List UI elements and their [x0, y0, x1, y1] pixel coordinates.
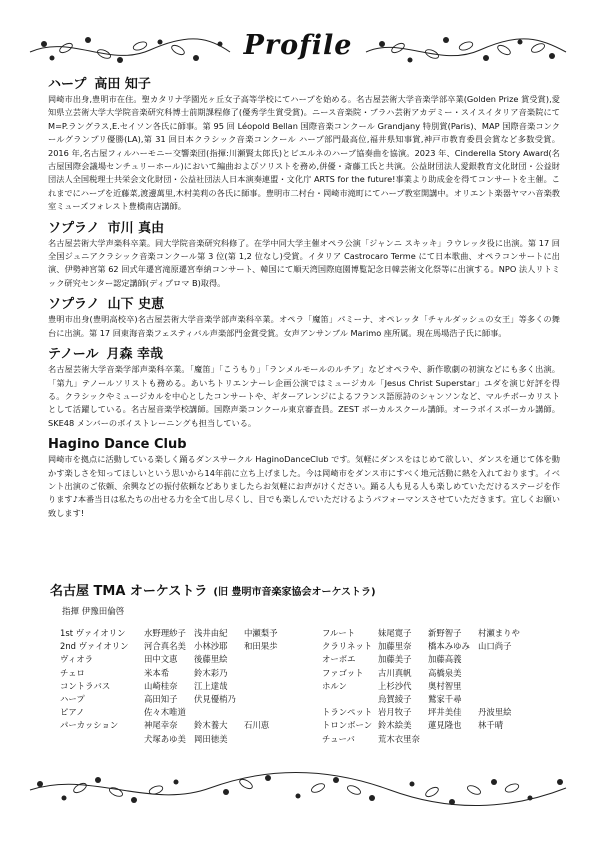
roster-row — [322, 693, 528, 706]
player-name: 河合真名美 — [144, 641, 186, 652]
player-name — [478, 653, 528, 666]
profile-heading: Hagino Dance Club — [48, 437, 187, 453]
instrument-part: 2nd ヴァイオリン — [60, 641, 129, 652]
player-name — [244, 653, 294, 666]
roster-row — [322, 706, 528, 719]
profile-text: 名古屋芸術大学音楽学部声楽科卒業。「魔笛」「こうもり」「ランメルモールのルチア」などオペラや、新作歌劇の初演などにも多く出演。「第九」テノールソリストも務める。あいちトリエンナーレ企画公演ではミュージカル「Jesus Christ Superstar」ユダを演じ好評を得る。クラシックやミュージカルを中心としたコンサートや、ギターアレンジによるフランス語原詩のシャンソンなど、マルチボーカリストとして活躍している。名古屋音楽学校講師。国際声楽コンクール東京審査員。ZEST ボーカルスクール講師。オーラボイスボーカル講師。SKE48 メンバーのボイストレーニングも担当している。 — [48, 364, 560, 428]
player-name: 新野智子 — [428, 628, 462, 638]
player-name: 蓮見隆也 — [428, 720, 462, 731]
player-name: 山崎桂奈 — [144, 680, 178, 691]
profile-heading: ソプラノ 市川 真由 — [48, 220, 165, 236]
player-name — [478, 693, 528, 706]
player-name: 加藤高義 — [428, 654, 462, 665]
roster-row — [322, 627, 528, 640]
roster-row — [60, 680, 294, 693]
instrument-part: チェロ — [60, 667, 85, 678]
player-name: 林千晴 — [478, 720, 504, 731]
player-name — [478, 667, 528, 680]
roster-row — [322, 719, 528, 732]
roster-row — [60, 667, 294, 680]
page-title: Profile — [243, 30, 353, 61]
player-name: 山口尚子 — [478, 641, 512, 652]
instrument-part: パーカッション — [60, 720, 119, 731]
instrument-part: ホルン — [322, 680, 347, 691]
player-name — [478, 680, 528, 693]
profile-text: 豊明市出身(豊明高校卒)名古屋芸術大学音楽学部声楽科卒業。オペラ「魔笛」パミーナ、オペレッタ「チャルダッシュの女王」等多くの舞台に出演。第 17 回東海音楽フェスティバル声楽部門金賞受賞。女声アンサンブル Marimo 座所属。現在馬場浩子氏に師事。 — [48, 314, 560, 338]
roster-row — [60, 719, 294, 732]
player-name: 妹尾寛子 — [378, 628, 412, 638]
conductor-line: 指揮 伊豫田倫啓 — [62, 607, 125, 617]
player-name: 岩月牧子 — [378, 707, 412, 718]
player-name: 岡田徳美 — [194, 733, 228, 744]
player-name — [244, 680, 294, 693]
player-name: 浅井由紀 — [194, 628, 228, 638]
profile-heading: テノール 月森 幸哉 — [48, 347, 163, 363]
player-name: 神尾幸奈 — [144, 720, 178, 731]
instrument-part — [60, 733, 144, 746]
roster-row — [60, 653, 294, 666]
player-name: 奥村智里 — [428, 680, 462, 691]
player-name: 橋本みゆみ — [428, 641, 470, 652]
roster-row — [322, 640, 528, 653]
instrument-part — [322, 693, 378, 706]
instrument-part: ヴィオラ — [60, 654, 93, 665]
instrument-part: 1st ヴァイオリン — [60, 628, 126, 638]
player-name: 鷲家千尋 — [428, 693, 462, 704]
instrument-part: フルート — [322, 628, 356, 638]
roster-winds — [322, 627, 528, 746]
player-name: 加藤里奈 — [378, 641, 412, 652]
player-name: 坪井美佳 — [428, 707, 462, 718]
player-name: 高橋泉美 — [428, 667, 462, 678]
player-name: 田中文恵 — [144, 654, 178, 665]
player-name: 加藤美子 — [378, 654, 412, 665]
player-name — [194, 706, 244, 719]
instrument-part: クラリネット — [322, 641, 373, 652]
player-name: 後藤里絵 — [194, 654, 228, 665]
roster-row — [322, 667, 528, 680]
roster-row — [60, 693, 294, 706]
player-name: 荒木衣里奈 — [378, 733, 420, 744]
roster-row — [60, 640, 294, 653]
profile-heading: ハープ 高田 知子 — [48, 77, 151, 92]
roster-row — [60, 627, 294, 640]
player-name: 水野理紗子 — [144, 628, 186, 638]
instrument-part: コントラバス — [60, 680, 111, 691]
profile-heading: ソプラノ 山下 史恵 — [48, 297, 165, 313]
instrument-part: チューバ — [322, 733, 355, 744]
player-name: 江上達哉 — [194, 680, 228, 691]
player-name — [244, 733, 294, 746]
player-name — [478, 733, 528, 746]
player-name: 伏見優梢乃 — [194, 693, 236, 704]
instrument-part: オーボエ — [322, 654, 356, 665]
player-name: 小林沙耶 — [194, 641, 228, 652]
orchestra-heading: 名古屋 TMA オーケストラ (旧 豊明市音楽家協会オーケストラ) — [50, 584, 376, 599]
roster-row — [60, 706, 294, 719]
player-name: 米本希 — [144, 667, 170, 678]
player-name: 丹波里絵 — [478, 707, 512, 718]
player-name: 烏賀綾子 — [378, 693, 412, 704]
instrument-part: トロンボーン — [322, 720, 373, 731]
player-name: 鈴木彩乃 — [194, 667, 228, 678]
instrument-part: ピアノ — [60, 707, 85, 718]
roster-row — [322, 733, 528, 746]
player-name: 上杉沙代 — [378, 680, 412, 691]
roster-strings — [60, 627, 294, 746]
instrument-part: ハープ — [60, 693, 85, 704]
player-name: 鈴木絵美 — [378, 720, 412, 731]
player-name: 石川恵 — [244, 720, 270, 731]
player-name — [244, 693, 294, 706]
vine-ornament-bottom-icon — [0, 762, 596, 818]
player-name: 犬塚あゆ美 — [144, 733, 186, 744]
roster-row — [322, 653, 528, 666]
player-name: 古川真帆 — [378, 667, 412, 678]
instrument-part: ファゴット — [322, 667, 364, 678]
roster-row — [60, 733, 294, 746]
player-name — [428, 733, 478, 746]
profile-text: 名古屋芸術大学声楽科卒業。同大学院音楽研究科修了。在学中同大学主催オペラ公演「ジャンニ スキッキ」ラウレッタ役に出演。第 17 回全国ジュニアクラシック音楽コンクール第 3 位(第 1,2 位なし)受賞。イタリア Castrocaro Terme にて日本歌曲、オペラコンサートに出演、伊勢神宮第 62 回式年遷宮滝原遷宮奉納コンサート、韓国にて順天湾国際庭園博覧記念日韓芸術文化祭等に出演する。NPO 法人リトミック研究センター認定講師(ディプロマ B)取得。 — [48, 237, 560, 288]
player-name: 佐々木唯道 — [144, 707, 186, 718]
profiles — [48, 76, 560, 526]
player-name: 高田知子 — [144, 693, 178, 704]
roster-row — [322, 680, 528, 693]
player-name: 村瀬まりや — [478, 628, 520, 638]
profile-text: 岡崎市出身,豊明市在住。聖カタリナ学園光ヶ丘女子高等学校にてハープを始める。名古屋芸術大学音楽学部卒業(Golden Prize 賞受賞),愛知県立芸術大学大学院音楽研究科博士前期課程修了(優秀学生賞受賞)。ニース音楽院・ブラハ芸術アカデミー・スイスイタリア音楽院にて M=P.ラングラス,E.セイソン各氏に師事。第 95 回 Léopold Bellan 国際音楽コンクール Grandjany 特別賞(Paris)、MAP 国際音楽コンクールグランプリ優勝(LA),第 31 回日本クラシック音楽コンクール ハープ部門最高位,福井県知事賞,神戸市教育委員会賞など多数受賞。2016 年,名古屋フィルハーモニー交響楽団(指揮:川瀬賢太郎氏)とビエルネのハープ協奏曲を協演。2023 年、Cinderella Story Award(名古屋国際会議場センチュリーホール)において編曲およびソリストを務め,併優・斎藤工氏と共演。公益財団法人愛銀教育文化財団・公益財団法人全国税理士共栄会文化財団・公益社団法人日本演奏連盟・文化庁 ARTS for the future!事業より助成金を得てコンサートを主催。これまでにハープを近藤菜,渡邊萬里,木村美莉の各氏に師事。豊明市二村台・岡崎市滝町にてハープ教室開講中。オリエント楽器ヤマハ音楽教室ミューズフォレスト豊橋南店講師。 — [48, 94, 560, 212]
player-name: 和田果歩 — [244, 641, 278, 652]
profile-text: 岡崎市を拠点に活動している楽しく踊るダンスサークル HaginoDanceClub です。気軽にダンスをはじめて欲しい、ダンスを通じて体を動かす楽しさを知ってほしいという思いから14年前に立ち上げました。今は岡崎市をダンス市にすべく地元活動に熱を入れております。イベント出演のご依頼、余興などの振付依頼などありましたらお気軽にお声がけください。踊る人も見る人も楽しめていただけるステージを作ります♪本番当日は私たちの出せる力を全て出し尽くし、目でも楽しんでいただけるようパフォーマンスさせていただきます。宜しくお願い致します! — [48, 454, 560, 518]
player-name: 中瀬梨予 — [244, 628, 278, 638]
instrument-part: トランペット — [322, 707, 373, 718]
player-name — [244, 667, 294, 680]
player-name: 鈴木養大 — [194, 720, 228, 731]
player-name — [244, 706, 294, 719]
